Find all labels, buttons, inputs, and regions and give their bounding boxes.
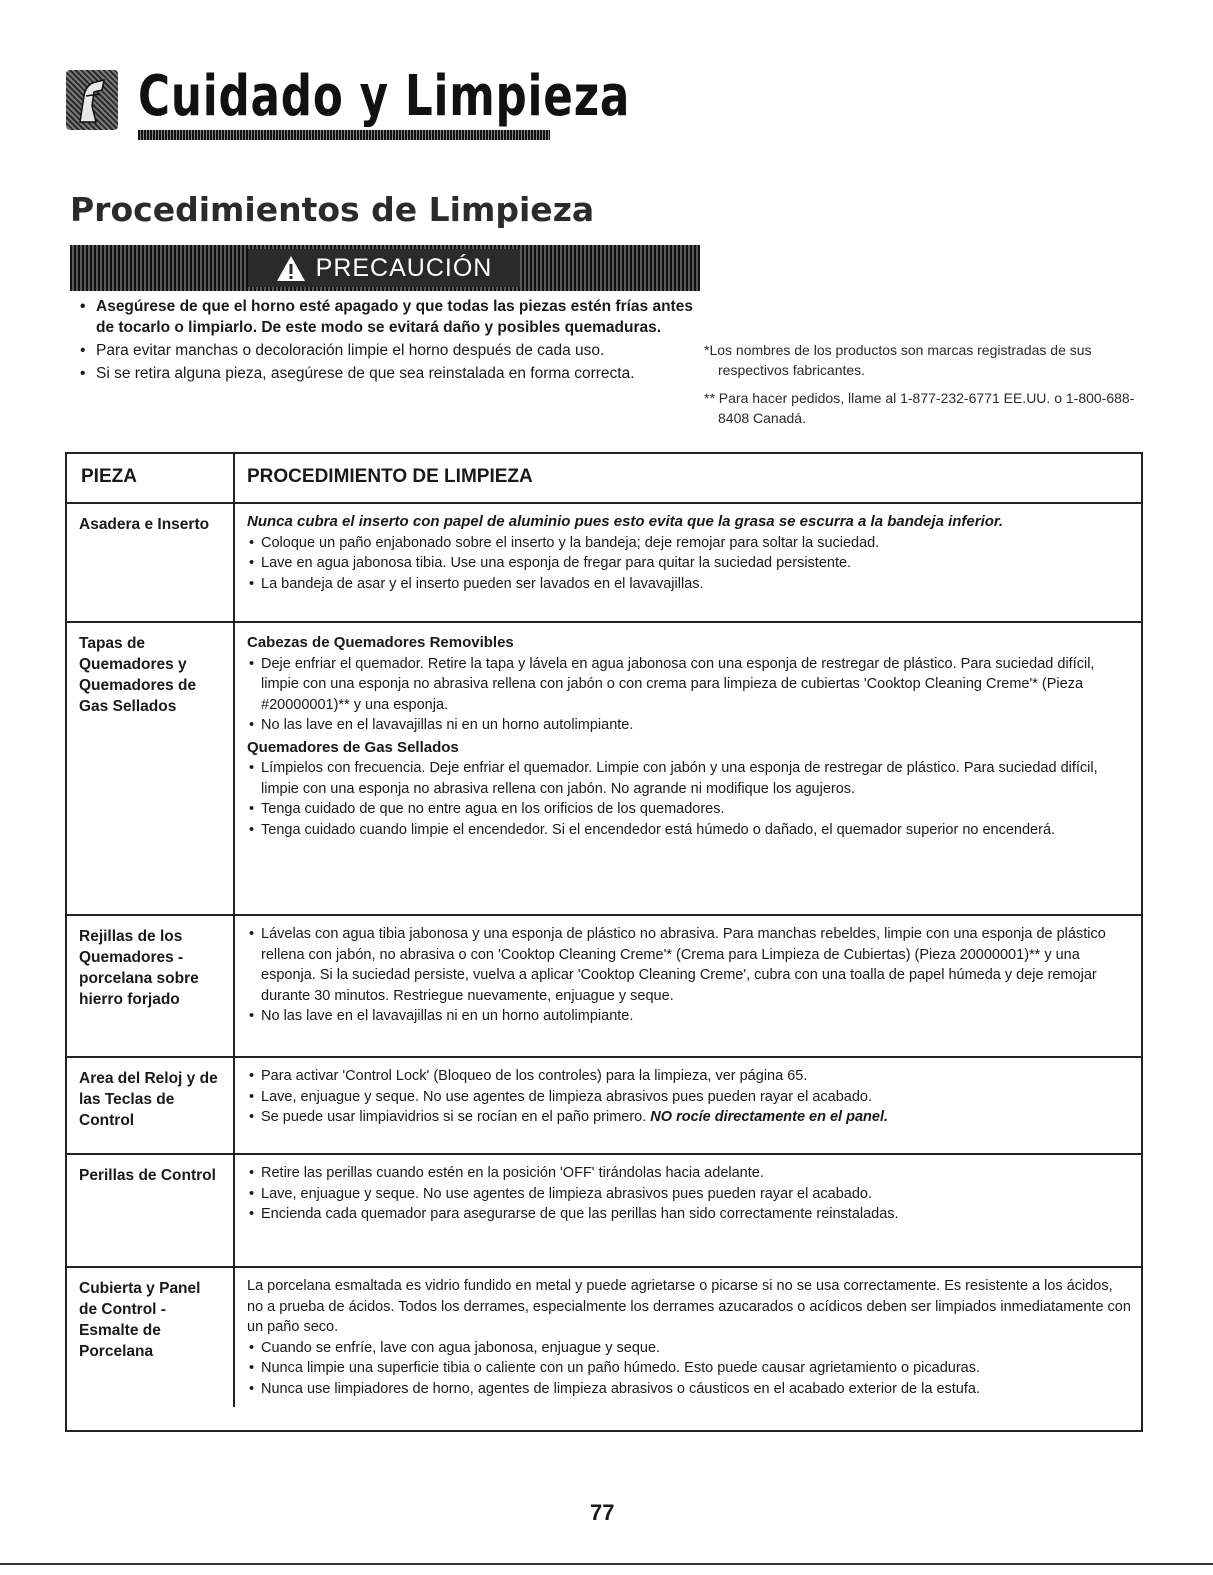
table-row [67,1268,1141,1407]
caution-banner [70,245,700,291]
pieza-cell: Asadera e Inserto [67,504,235,621]
subheading: Quemadores de Gas Sellados [247,738,459,756]
bullet-item: • No las lave en el lavavajillas ni en un horno autolimpiante. [247,715,1131,736]
table-row [67,916,1141,1058]
bullet-item: • Lave, enjuague y seque. No use agentes de limpieza abrasivos pues pueden rayar el acabado. [247,1087,1131,1108]
column-header-procedimiento: PROCEDIMIENTO DE LIMPIEZA [247,466,533,487]
warning-triangle-icon [276,255,306,282]
bullet-item: • Para activar 'Control Lock' (Bloqueo de los controles) para la limpieza, ver página 65. [247,1066,1131,1087]
table-row [67,1058,1141,1155]
table-header [67,454,1141,504]
bullet-text: Se puede usar limpiavidrios si se rocían en el paño primero. [261,1109,647,1125]
caution-label-box [248,249,520,287]
bullet-item: • La bandeja de asar y el inserto pueden ser lavados en el lavavajillas. [247,574,1131,595]
bullet-item: • Retire las perillas cuando estén en la posición 'OFF' tirándolas hacia adelante. [247,1163,1131,1184]
subheading: Cabezas de Quemadores Removibles [247,634,514,651]
caution-list [74,296,706,386]
procedure-cell [235,916,1141,1056]
bullet-item: • Nunca limpie una superficie tibia o caliente con un paño húmedo. Esto puede causar agrietamiento o picaduras. [247,1358,1131,1379]
footnote-trademark: *Los nombres de los productos son marcas registradas de sus respectivos fabricantes. [704,342,1092,378]
procedure-cell [235,1058,1141,1153]
bullet-item: • Deje enfriar el quemador. Retire la tapa y lávela en agua jabonosa con una esponja de restregar de plástico. Para suciedad difícil, limpie con una esponja no abrasiva rellena con jabón o con crema para limpieza de cubiertas 'Cooktop Cleaning Creme'* (Pieza #20000001)** y una esponja. [247,654,1131,716]
bullet-item: • Nunca use limpiadores de horno, agentes de limpieza abrasivos o cáusticos en el acabado exterior de la estufa. [247,1379,1131,1400]
bullet-item: • Límpielos con frecuencia. Deje enfriar el quemador. Limpie con jabón y una esponja de restregar de plástico. Para suciedad difícil, limpie con una esponja no abrasiva rellena con jabón. No agrande ni modifique los agujeros. [247,758,1131,799]
procedure-cell [235,623,1141,914]
header-title: Cuidado y Limpieza [138,64,631,129]
caution-item: • Si se retira alguna pieza, asegúrese de que sea reinstalada en forma correcta. [74,363,706,384]
footnote-order: ** Para hacer pedidos, llame al 1-877-232-6771 EE.UU. o 1-800-688-8408 Canadá. [704,390,1135,426]
pieza-cell: Tapas de Quemadores y Quemadores de Gas Sellados [67,623,235,914]
caution-item: • Para evitar manchas o decoloración limpie el horno después de cada uso. [74,340,706,361]
bullet-item: • Lávelas con agua tibia jabonosa y una esponja de plástico no abrasiva. Para manchas rebeldes, limpie con una esponja de plástico rellena con jabón, no abrasiva o con 'Cooktop Cleaning Creme'* (Crema para Limpieza de Cubiertas) (Pieza 20000001)** y una esponja. Si la suciedad persiste, vuelva a aplicar 'Cooktop Cleaning Creme', cubra con una toalla de papel húmeda y deje remojar durante 30 minutos. Restriegue nuevamente, enjuague y seque. [247,924,1131,1006]
section-title: Procedimientos de Limpieza [70,190,595,229]
pieza-cell: Area del Reloj y de las Teclas de Control [67,1058,235,1153]
pieza-cell: Cubierta y Panel de Control - Esmalte de Porcelana [67,1268,235,1407]
column-header-pieza: PIEZA [67,454,235,502]
bullet-item: • Lave, enjuague y seque. No use agentes de limpieza abrasivos pues pueden rayar el acabado. [247,1184,1131,1205]
header-underline [138,130,550,140]
bullet-item: • Lave en agua jabonosa tibia. Use una esponja de fregar para quitar la suciedad persistente. [247,553,1131,574]
table-row [67,504,1141,623]
cleaning-table [65,452,1143,1432]
footer-rule [0,1563,1213,1565]
procedure-cell [235,504,1141,621]
bullet-item: • Tenga cuidado de que no entre agua en los orificios de los quemadores. [247,799,1131,820]
bullet-item: • Encienda cada quemador para asegurarse de que las perillas han sido correctamente reinstaladas. [247,1204,1131,1225]
intro-text: La porcelana esmaltada es vidrio fundido en metal y puede agrietarse o picarse si no se usa correctamente. Es resistente a los ácidos, no a prueba de ácidos. Todos los derrames, especialmente los derrames azucarados o acídicos deben ser limpiados inmediatamente con un paño seco. [247,1278,1131,1335]
footnotes [704,340,1144,436]
table-row [67,1155,1141,1268]
warning-text: Nunca cubra el inserto con papel de aluminio pues esto evita que la grasa se escurra a la bandeja inferior. [247,513,1004,530]
caution-item: • Asegúrese de que el horno esté apagado y que todas las piezas estén frías antes de tocarlo o limpiarlo. De este modo se evitará daño y posibles quemaduras. [74,296,706,338]
page-header [66,64,631,154]
emphasis-warning: NO rocíe directamente en el panel. [650,1109,889,1125]
bullet-item: • Cuando se enfríe, lave con agua jabonosa, enjuague y seque. [247,1338,1131,1359]
page-number: 77 [590,1500,615,1525]
bullet-item [247,1107,1131,1128]
bullet-item: • Coloque un paño enjabonado sobre el inserto y la bandeja; deje remojar para soltar la suciedad. [247,533,1131,554]
table-row [67,623,1141,916]
procedure-cell [235,1155,1141,1266]
cleaning-hand-icon [66,70,118,130]
bullet-item: • Tenga cuidado cuando limpie el encendedor. Si el encendedor está húmedo o dañado, el quemador superior no encenderá. [247,820,1131,841]
caution-label: PRECAUCIÓN [315,253,493,282]
pieza-cell: Perillas de Control [67,1155,235,1266]
procedure-cell [235,1268,1141,1407]
bullet-item: • No las lave en el lavavajillas ni en un horno autolimpiante. [247,1006,1131,1027]
pieza-cell: Rejillas de los Quemadores - porcelana sobre hierro forjado [67,916,235,1056]
